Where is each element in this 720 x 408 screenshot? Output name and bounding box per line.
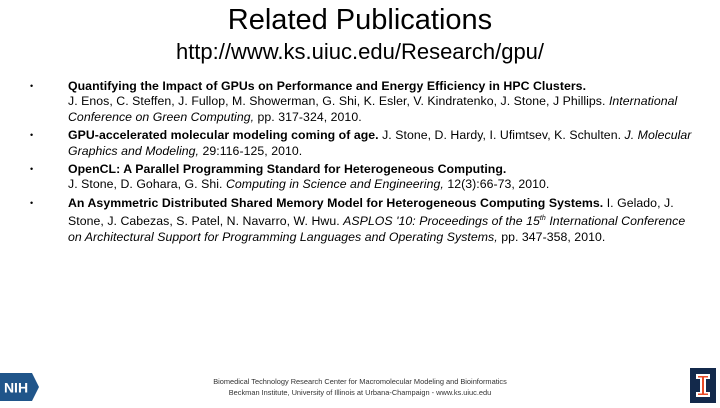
publication-authors: J. Stone, D. Hardy, I. Ufimtsev, K. Schulten.: [382, 128, 622, 143]
publication-venue: International Conference on Green Computing,: [68, 94, 678, 124]
footer-line-1: Biomedical Technology Research Center for Macromolecular Modeling and Bioinformatics: [213, 377, 507, 386]
slide-title: Related Publications: [227, 4, 493, 36]
publication-title: OpenCL: A Parallel Programming Standard for Heterogeneous Computing.: [68, 162, 507, 177]
slide-url: http://www.ks.uiuc.edu/Research/gpu/: [175, 39, 545, 64]
footer: [150, 376, 570, 398]
publication-authors: J. Stone, D. Gohara, G. Shi.: [68, 177, 223, 192]
publication-details: pp. 347-358, 2010.: [501, 229, 606, 244]
nih-logo-text: NIH: [3, 379, 29, 396]
bullet-icon: •: [30, 197, 34, 208]
uiuc-block-i-icon: [690, 368, 716, 403]
publication-details: 12(3):66-73, 2010.: [447, 177, 550, 192]
publication-title: Quantifying the Impact of GPUs on Performance and Energy Efficiency in HPC Clusters.: [68, 79, 587, 93]
publication-title: An Asymmetric Distributed Shared Memory Model for Heterogeneous Computing Systems.: [68, 195, 604, 210]
bullet-icon: •: [30, 164, 34, 175]
venue-part2: International Conference on Architectural Support for Programming Languages and Operating Systems,: [68, 214, 686, 244]
venue-superscript: th: [539, 215, 546, 223]
uiuc-logo: [690, 368, 716, 403]
publication-item: [30, 79, 695, 125]
publication-venue: Computing in Science and Engineering,: [225, 177, 444, 192]
venue-part1: ASPLOS '10: Proceedings of the 15: [343, 214, 540, 229]
publication-list: [30, 79, 695, 245]
publication-authors: I. Gelado, J. Stone, J. Cabezas, S. Patel, N. Navarro, W. Hwu.: [68, 195, 674, 229]
publication-details: 29:116-125, 2010.: [202, 143, 303, 158]
publication-authors: J. Enos, C. Steffen, J. Fullop, M. Showerman, G. Shi, K. Esler, V. Kindratenko, J. Stone, J Phillips.: [68, 94, 606, 109]
publication-title: GPU-accelerated molecular modeling coming of age.: [68, 128, 379, 143]
publication-item: [30, 162, 695, 193]
publication-item: [30, 128, 695, 159]
bullet-icon: •: [30, 130, 34, 141]
nih-logo: [0, 373, 40, 401]
publication-details: pp. 317-324, 2010.: [257, 109, 362, 124]
publication-item: [30, 196, 695, 245]
footer-line-2: Beckman Institute, University of Illinois at Urbana-Champaign - www.ks.uiuc.edu: [228, 388, 492, 397]
bullet-icon: •: [30, 81, 34, 91]
publication-venue: J. Molecular Graphics and Modeling,: [68, 128, 692, 158]
